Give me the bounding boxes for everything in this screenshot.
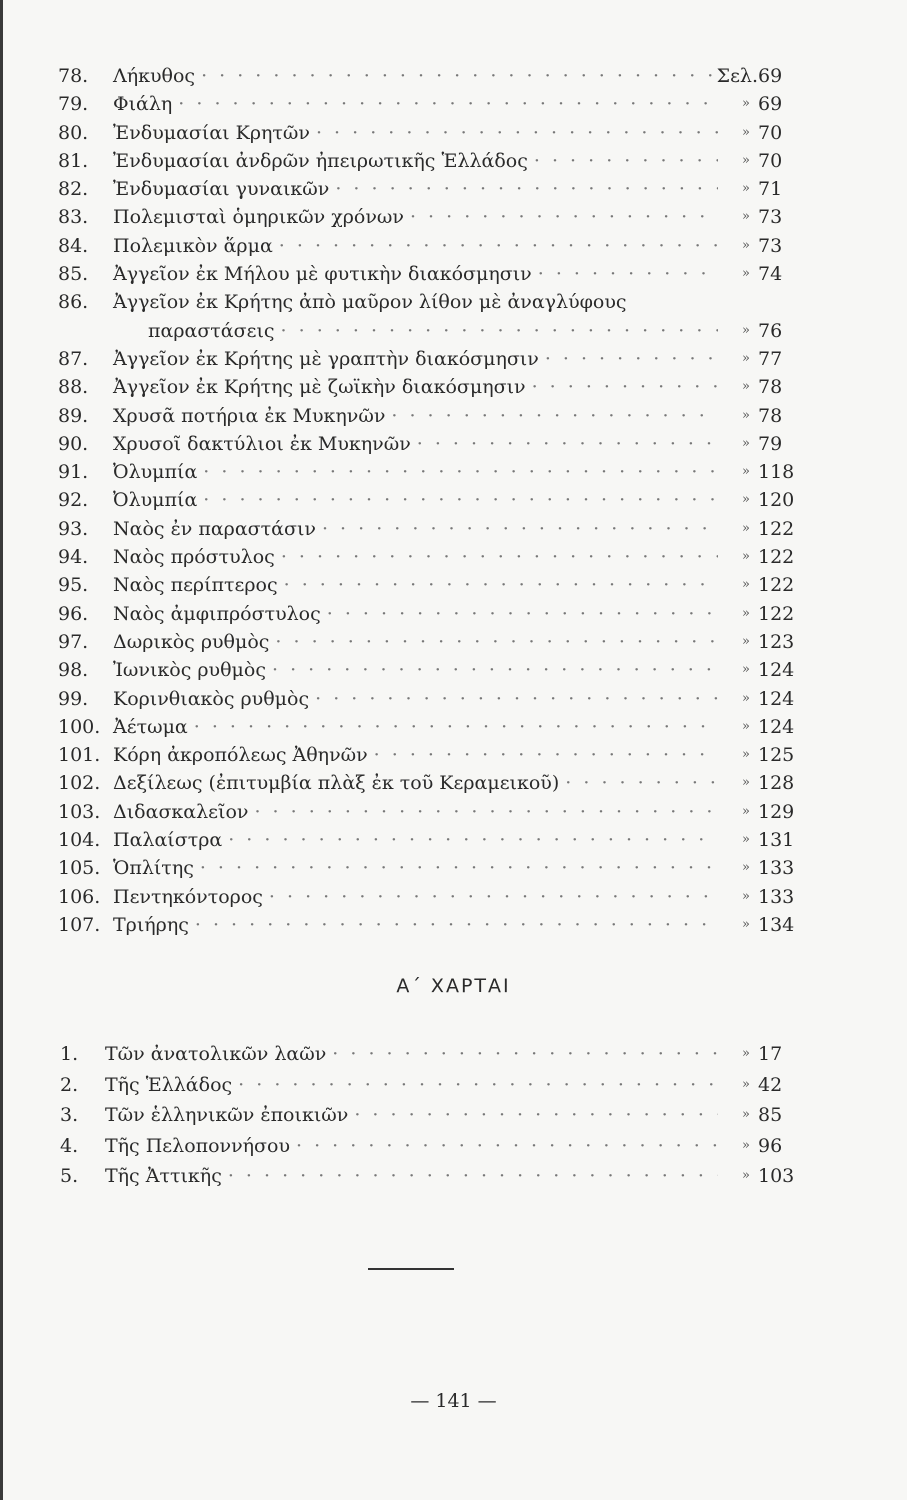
page-marker: » [742,1168,750,1183]
entry-title: Κόρη ἀκροπόλεως Ἀθηνῶν [113,744,368,767]
entry-title: Λήκυθος [113,65,196,87]
entry-number: 92. [58,489,89,512]
dot-leader [332,1039,718,1070]
page-marker: » [742,209,750,225]
page-marker: » [742,266,750,282]
entry-number: 78. [58,65,89,87]
entry-page: 122 [758,574,795,597]
entry-title: Τῆς Ἀττικῆς [105,1165,222,1187]
page-marker: » [742,1046,750,1061]
entry-page: 69 [758,93,783,116]
entry-page: 124 [758,715,795,738]
entry-page: 70 [758,121,783,144]
toc-entry [58,713,798,741]
entry-title: Τῶν ἑλληνικῶν ἐποικιῶν [105,1104,349,1126]
toc-entry [58,769,798,797]
page-marker: » [742,1076,750,1092]
dot-leader [374,741,718,769]
entry-number: 79. [58,93,89,116]
toc-entry [58,345,798,373]
entry-page: 78 [758,404,783,427]
dot-leader [538,260,718,288]
dot-leader [279,232,718,260]
dot-leader [194,713,718,741]
entry-title: Πολεμισταὶ ὁμηρικῶν χρόνων [113,206,404,229]
page-edge [0,0,3,1500]
entry-number: 1. [60,1043,79,1065]
page-marker: » [742,237,750,253]
entry-page: 128 [758,772,795,795]
entry-page: 74 [758,263,783,286]
toc-entry [58,458,798,486]
dot-leader [565,769,718,797]
entry-title: Διδασκαλεῖον [113,800,249,823]
entry-page: 71 [758,178,783,201]
entry-number: 103. [58,800,101,823]
entry-number: 4. [60,1134,79,1157]
page-marker: » [742,775,750,791]
entry-page: 131 [758,829,795,852]
page-marker: » [742,520,750,536]
entry-page: 73 [758,206,783,229]
dot-leader [178,90,718,118]
illustrations-list [58,62,798,939]
entry-page: 122 [758,602,795,625]
entry-page: 77 [758,347,783,370]
entry-title: Κορινθιακὸς ρυθμὸς [113,687,310,710]
entry-number: 106. [58,885,101,908]
entry-number: 85. [58,263,89,286]
entry-page: 79 [758,432,783,455]
entry-page: 133 [758,885,795,908]
entry-page: 120 [758,489,795,512]
entry-title: Τῆς Ἑλλάδος [105,1073,233,1096]
toc-entry [58,656,798,684]
page-marker: Σελ. [716,65,758,87]
toc-entry [58,911,798,939]
entry-title: Ναὸς ἐν παραστάσιν [113,517,316,540]
page-marker: » [742,916,750,932]
dot-leader [275,628,718,656]
entry-number: 95. [58,574,89,597]
entry-number: 97. [58,630,89,653]
entry-page: 73 [758,234,783,257]
dot-leader [391,402,718,430]
entry-title: Χρυσᾶ ποτήρια ἐκ Μυκηνῶν [113,404,386,427]
dot-leader [284,571,718,599]
entry-number: 80. [58,121,89,144]
entry-title: Ναὸς περίπτερος [113,574,278,597]
entry-title: Ὀλυμπία [113,461,198,484]
entry-number: 100. [58,715,101,738]
entry-number: 105. [58,857,101,880]
entry-title: Δεξίλεως (ἐπιτυμβία πλὰξ ἐκ τοῦ Κεραμεικοῦ) [113,772,560,795]
dot-leader [281,543,718,571]
toc-entry [58,1131,798,1162]
entry-page: 96 [758,1134,783,1157]
entry-title: Ἐνδυμασίαι ἀνδρῶν ἠπειρωτικῆς Ἑλλάδος [113,149,528,172]
entry-number: 88. [58,376,89,399]
toc-entry [58,515,798,543]
toc-entry [58,402,798,430]
dot-leader [200,854,718,882]
page-marker: » [742,435,750,451]
maps-list [58,1039,798,1192]
entry-title: Τῶν ἀνατολικῶν λαῶν [105,1043,327,1065]
toc-entry [58,232,798,260]
entry-title: Τῆς Πελοποννήσου [105,1134,290,1157]
page-marker: » [742,492,750,508]
entry-page: 118 [758,461,795,484]
entry-title: Πεντηκόντορος [113,885,263,908]
page-marker: » [742,888,750,904]
page-marker: » [742,605,750,621]
entry-title: Ἀέτωμα [113,715,188,738]
toc-entry [58,741,798,769]
dot-leader [269,883,718,911]
entry-number: 89. [58,404,89,427]
entry-page: 124 [758,687,795,710]
toc-entry [58,203,798,231]
page-marker: » [742,1107,750,1122]
entry-number: 101. [58,744,101,767]
toc-entry [58,685,798,713]
page-marker: » [742,124,750,140]
toc-entry [58,260,798,288]
dot-leader [532,373,718,401]
dot-leader [417,430,718,458]
page-marker: » [742,832,750,848]
page-marker: » [742,633,750,649]
toc-entry [58,600,798,628]
dot-leader [410,203,718,231]
dot-leader [201,62,718,90]
dot-leader [272,656,718,684]
dot-leader [238,1070,718,1101]
entry-page: 70 [758,149,783,172]
dot-leader [534,147,718,175]
toc-entry [58,798,798,826]
entry-number: 87. [58,347,89,370]
entry-page: 17 [758,1043,783,1065]
entry-page: 103 [758,1165,795,1187]
entry-page: 122 [758,546,795,569]
page-marker: » [742,464,750,480]
entry-page: 76 [758,319,783,342]
page-marker: » [742,96,750,112]
toc-entry [58,1161,798,1192]
page-marker: » [742,181,750,197]
page-marker: » [742,577,750,593]
maps-heading: Α΄ ΧΑΡΤΑΙ [396,975,511,997]
toc-entry [58,147,798,175]
toc-entry [58,288,798,345]
page-marker: » [742,407,750,423]
toc-entry [58,543,798,571]
entry-page: 85 [758,1104,783,1126]
toc-entry [58,628,798,656]
dot-leader [195,911,718,939]
entry-page: 125 [758,744,795,767]
page-number: — 141 — [410,1390,497,1412]
entry-number: 91. [58,461,89,484]
toc-entry [58,571,798,599]
page-marker: » [742,152,750,168]
dot-leader [316,119,718,147]
dot-leader [335,175,718,203]
entry-title: Φιάλη [113,93,173,116]
entry-page: 123 [758,630,795,653]
entry-title: Ναὸς πρόστυλος [113,546,275,569]
entry-number: 107. [58,913,101,936]
toc-entry [58,373,798,401]
dot-leader [254,798,718,826]
entry-title: Ἀγγεῖον ἐκ Μήλου μὲ φυτικὴν διακόσμησιν [113,263,532,286]
page-marker: » [742,860,750,876]
entry-title: Ἐνδυμασίαι γυναικῶν [113,178,330,201]
toc-entry [58,1100,798,1131]
entry-page: 122 [758,517,795,540]
page-marker: » [742,803,750,819]
dot-leader [228,1161,718,1192]
entry-page: 42 [758,1073,783,1096]
entry-number: 99. [58,687,89,710]
entry-title: Παλαίστρα [113,829,223,852]
page-marker: » [742,549,750,565]
entry-title: Ὁπλίτης [113,857,194,880]
toc-entry [58,883,798,911]
dot-leader [545,345,718,373]
entry-number: 81. [58,149,89,172]
toc-entry [58,486,798,514]
dot-leader [281,317,718,345]
dot-leader [315,685,718,713]
entry-page: 134 [758,913,795,936]
entry-title: Ἀγγεῖον ἐκ Κρήτης μὲ ζωϊκὴν διακόσμησιν [113,376,526,399]
toc-entry [58,430,798,458]
dot-leader [354,1100,718,1131]
dot-leader [327,600,718,628]
entry-number: 93. [58,517,89,540]
dot-leader [322,515,718,543]
toc-entry [58,62,798,90]
toc-entry [58,826,798,854]
entry-title: Ἀγγεῖον ἐκ Κρήτης ἀπὸ μαῦρον λίθον μὲ ἀναγλύφους [113,291,627,314]
entry-page: 129 [758,800,795,823]
page-marker: » [742,350,750,366]
dot-leader [203,486,718,514]
toc-entry [58,1039,798,1070]
entry-title: Χρυσοῖ δακτύλιοι ἐκ Μυκηνῶν [113,432,411,455]
entry-number: 104. [58,829,101,852]
entry-title: Δωρικὸς ρυθμὸς [113,630,270,653]
entry-number: 2. [60,1073,79,1096]
toc-entry [58,90,798,118]
entry-title: Ἀγγεῖον ἐκ Κρήτης μὲ γραπτὴν διακόσμησιν [113,347,539,370]
entry-number: 5. [60,1165,79,1187]
entry-page: 133 [758,857,795,880]
entry-number: 84. [58,234,89,257]
entry-number: 98. [58,659,89,682]
page-marker: » [742,747,750,763]
entry-title: Ἰωνικὸς ρυθμὸς [113,659,266,682]
page-marker: » [742,379,750,395]
entry-title-continuation: παραστάσεις [148,319,275,342]
entry-number: 94. [58,546,89,569]
toc-entry [58,854,798,882]
divider-rule [368,1268,454,1270]
dot-leader [296,1131,718,1162]
entry-title: Πολεμικὸν ἅρμα [113,234,273,257]
toc-entry [58,175,798,203]
entry-number: 3. [60,1104,79,1126]
toc-entry [58,119,798,147]
entry-page: 124 [758,659,795,682]
entry-number: 90. [58,432,89,455]
page-marker: » [742,662,750,678]
dot-leader [228,826,718,854]
entry-title: Ὀλυμπία [113,489,198,512]
entry-number: 83. [58,206,89,229]
entry-number: 96. [58,602,89,625]
toc-entry [58,1070,798,1101]
dot-leader [203,458,718,486]
entry-title: Ἐνδυμασίαι Κρητῶν [113,121,310,144]
page-marker: » [742,690,750,706]
entry-page: 69 [758,65,783,87]
entry-page: 78 [758,376,783,399]
entry-title: Ναὸς ἀμφιπρόστυλος [113,602,321,625]
entry-number: 82. [58,178,89,201]
page-marker: » [742,718,750,734]
entry-title: Τριήρης [113,913,189,936]
entry-number: 86. [58,291,89,314]
page-marker: » [742,1137,750,1153]
entry-number: 102. [58,772,101,795]
page-marker: » [742,322,750,338]
